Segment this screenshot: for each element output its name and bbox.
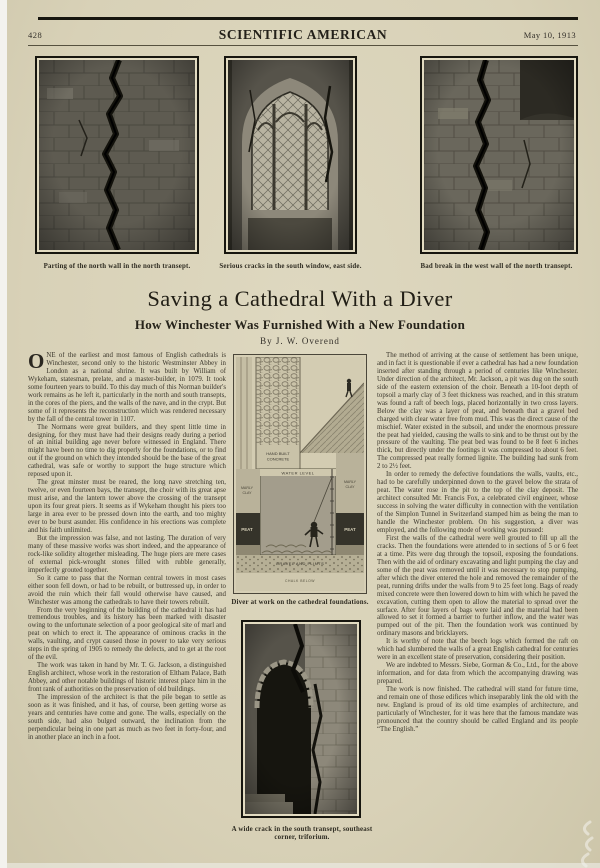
caption-north-wall: Parting of the north wall in the north transept. — [43, 263, 191, 270]
paragraph: We are indebted to Messrs. Siebe, Gorman & Co., Ltd., for the above information, and for data from which the accompanying drawing was prepared. — [377, 662, 578, 686]
paragraph — [28, 352, 226, 424]
photo-north-wall-image — [39, 60, 195, 250]
diagram-label-concrete-1: HAND BUILT — [266, 451, 290, 456]
article-subtitle: How Winchester Was Furnished With a New Foundation — [134, 317, 466, 332]
figure-diver-diagram — [233, 354, 367, 594]
photo-west-wall-image — [424, 60, 574, 250]
diagram-label-gravel: GRAVEL AND FLINTS — [275, 561, 325, 566]
page-header — [28, 27, 578, 42]
paragraph: The Normans were great builders, and they spent little time in designing, for they must have had their designs ready during a period of an initial building age never before witnessed in England. There might have been no time to dig properly for the foundations, or to find out if the ground on which they intended should be the base of the great cathedral, was safe or worthy to support the huge structure which reposed upon it. — [28, 423, 226, 479]
diver-diagram-image — [236, 357, 364, 591]
top-rule — [38, 17, 578, 20]
caption-west-wall: Bad break in the west wall of the north transept. — [420, 263, 573, 270]
right-column — [377, 352, 578, 860]
diagram-label-concrete-2: CONCRETE — [266, 456, 290, 462]
scan-edge-left — [0, 0, 7, 868]
drop-cap: O — [28, 352, 45, 373]
diagram-label-marly-right-2: CLAY — [345, 485, 355, 489]
paragraph: So it came to pass that the Norman central towers in most cases either soon fell down, or had to be rebuilt, or buttressed up, in order to avoid the ruin which their fall would otherwise have caused, and Winchester was among the cathedrals to have their towers rebuilt. — [28, 574, 226, 606]
diagram-label-peat-left: PEAT — [241, 527, 253, 532]
diagram-label-marly-left-2: CLAY — [242, 491, 252, 495]
paragraph: In order to remedy the defective foundations the walls, vaults, etc., had to be carefully underpinned down to the gravel below the strata of peat. The water rose in the pit to the top of the clay deposit. The architect consulted Mr. Francis Fox, a celebrated civil engineer, whose success in solving the water difficulty in connection with the ventilation of the Simplon Tunnel in Switzerland stamped him as being the man to handle the Winchester problem. On his suggestion, a diver was employed, and the following mode of working was pursued: — [377, 471, 578, 534]
paragraph-text: NE of the earliest and most famous of English cathedrals is Winchester, second only to the historic Westminster Abbey in London as a national shrine. It was built by William of Wykeham, statesman, prelate, and a master-builder, in 1079. It took some fourteen years to build. To this day much of this Norman builder's work remains as he left it, particularly in the north and south transepts, in the cores of the piers, and the walls of the nave, and in the crypt. But some of it represents the reconstruction which was rendered necessary by the fall of the central tower in 1107. — [28, 352, 226, 423]
photo-triforium-crack — [241, 620, 361, 818]
paragraph: The great minster must be reared, the long nave stretching ten, twelve, or even fourteen bays, the transept, the choir with its great apse must arise, and the lantern tower above the crossing of the transept upon its four great piers. It seems as if Wykeham thought his piers too large in area ever to be pressed down into the earth, and too mighty ever to be burst asunder. His confidence in his erections was complete and his faith unlimited. — [28, 479, 226, 534]
photo-triforium-crack-image — [245, 624, 357, 814]
article-byline: By J. W. Overend — [260, 336, 340, 346]
paragraph: But the impression was false, and not lasting. The duration of very many of these massive works was short indeed, and the appearance of rock-like solidity altogether misleading. The huge piers are mere cases of external pick-wrought stones filled with rubble generally, imperfectly grouted together. — [28, 534, 226, 574]
workman-figure — [347, 379, 351, 383]
scan-edge-bottom — [0, 863, 600, 868]
paragraph: The work was taken in hand by Mr. T. G. Jackson, a distinguished English architect, whose work in the restoration of Eltham Palace, Bath Abbey, and other notable buildings of historic interest place him in the front rank of authorities on the preservation of old buildings. — [28, 662, 226, 694]
paragraph: The impression of the architect is that the pile began to settle as soon as it was finished, and it has, of course, been getting worse as years and centuries have come and gone. The walls, especially on the south side, had also bulged outward, the inclination from the perpendicular being in one part as much as two feet in forty-four, and in another place an inch in a foot. — [28, 693, 226, 741]
left-column — [28, 352, 226, 860]
paragraph: The work is now finished. The cathedral will stand for future time, and remain one of those edifices which inseparably link the old with the new. England is proud of its old time examples of architecture, and particularly of Winchester, for it was here that the famous mandate was pronounced that the country should be called England and its people “The English.” — [377, 686, 578, 733]
masthead-title: SCIENTIFIC AMERICAN — [218, 27, 388, 42]
paragraph: From the very beginning of the building of the cathedral it has had tremendous troubles, and its history has been marked with disaster owing to the unfortunate selection of a poor geological site of marl and peat on which to erect it. The appearance of ominous cracks in the walls, vaulting, and crypt caused those in power to take very serious steps in the spring of 1905 to remedy the defects, and to get at the root of the evil. — [28, 606, 226, 662]
photo-north-wall — [35, 56, 199, 254]
caption-south-window: Serious cracks in the south window, east side. — [219, 263, 362, 270]
diagram-label-water-level: WATER LEVEL — [281, 470, 315, 476]
diagram-label-peat-right: PEAT — [344, 527, 356, 532]
photo-south-window — [224, 56, 357, 254]
page-number: 428 — [28, 30, 43, 40]
photo-west-wall — [420, 56, 578, 254]
article-title: Saving a Cathedral With a Diver — [147, 286, 453, 311]
header-rule — [28, 45, 578, 46]
caption-triforium-crack: A wide crack in the south transept, southeast corner, triforium. — [231, 826, 373, 842]
paragraph: It is worthy of note that the beech logs which formed the raft on which had slumbered the walls of a great English cathedral for centuries were in an excellent state of preservation, considering their position. — [377, 638, 578, 662]
paragraph: First the walls of the cathedral were well grouted to fill up all the cracks. Then the foundations were attended to in sections of 5 or 6 feet at a time. Pits were dug through the topsoil, exposing the foundations. Then with the aid of ordinary excavating and light pumping the clay and some of the peat was removed until it was necessary to stop pumping, after which the diver entered the hole and removed the remainder of the peat, running drifts under the walls from 9 to 25 feet long. Bags of ready mixed concrete were then lowered down to him with which he paved the excavation, cutting them open to allow the material to spread over the surface. After four layers of bags were laid and the material had been allowed to set it formed a barrier to further inflow, and the water was pumped out of the pit. Then the foundation work was continued by ordinary masons and bricklayers. — [377, 534, 578, 638]
caption-diver-diagram: Diver at work on the cathedral foundations. — [231, 599, 369, 606]
photo-south-window-image — [228, 60, 353, 250]
issue-date: May 10, 1913 — [523, 30, 576, 40]
scan-watermark — [530, 818, 600, 868]
diagram-label-marly-left-1: MARLY — [240, 486, 254, 490]
paragraph: The method of arriving at the cause of settlement has been unique, and in fact it is questionable if ever a cathedral has had a new foundation inserted after standing through a period of centuries like Winchester. Under direction of the architect, Mr. Jackson, a pit was dug on the south side of the eastern extension of the choir. Beneath a 10-foot depth of topsoil a marly clay of 3 feet thickness was reached, and in this stratum was found a raft of beech logs, placed horizontally in two cross layers. Below the clay was a layer of peat, and beneath that a gravel bed charged with clear water free from mud. This was the direct cause of the mischief. Water existed in the subsoil, and under the enormous pressure the peat had yielded, causing the walls to sink and to be thrust out by the pressure of the vaulting. The peat bed was found to be 8 feet 6 inches thick, but directly under the footings it was compressed to about 6 feet. The compressed peat really formed lignite. The building had sunk from 2 to 2½ feet. — [377, 352, 578, 471]
diagram-label-chalk: CHALK BELOW — [285, 579, 315, 583]
diagram-label-marly-right-1: MARLY — [343, 480, 357, 484]
